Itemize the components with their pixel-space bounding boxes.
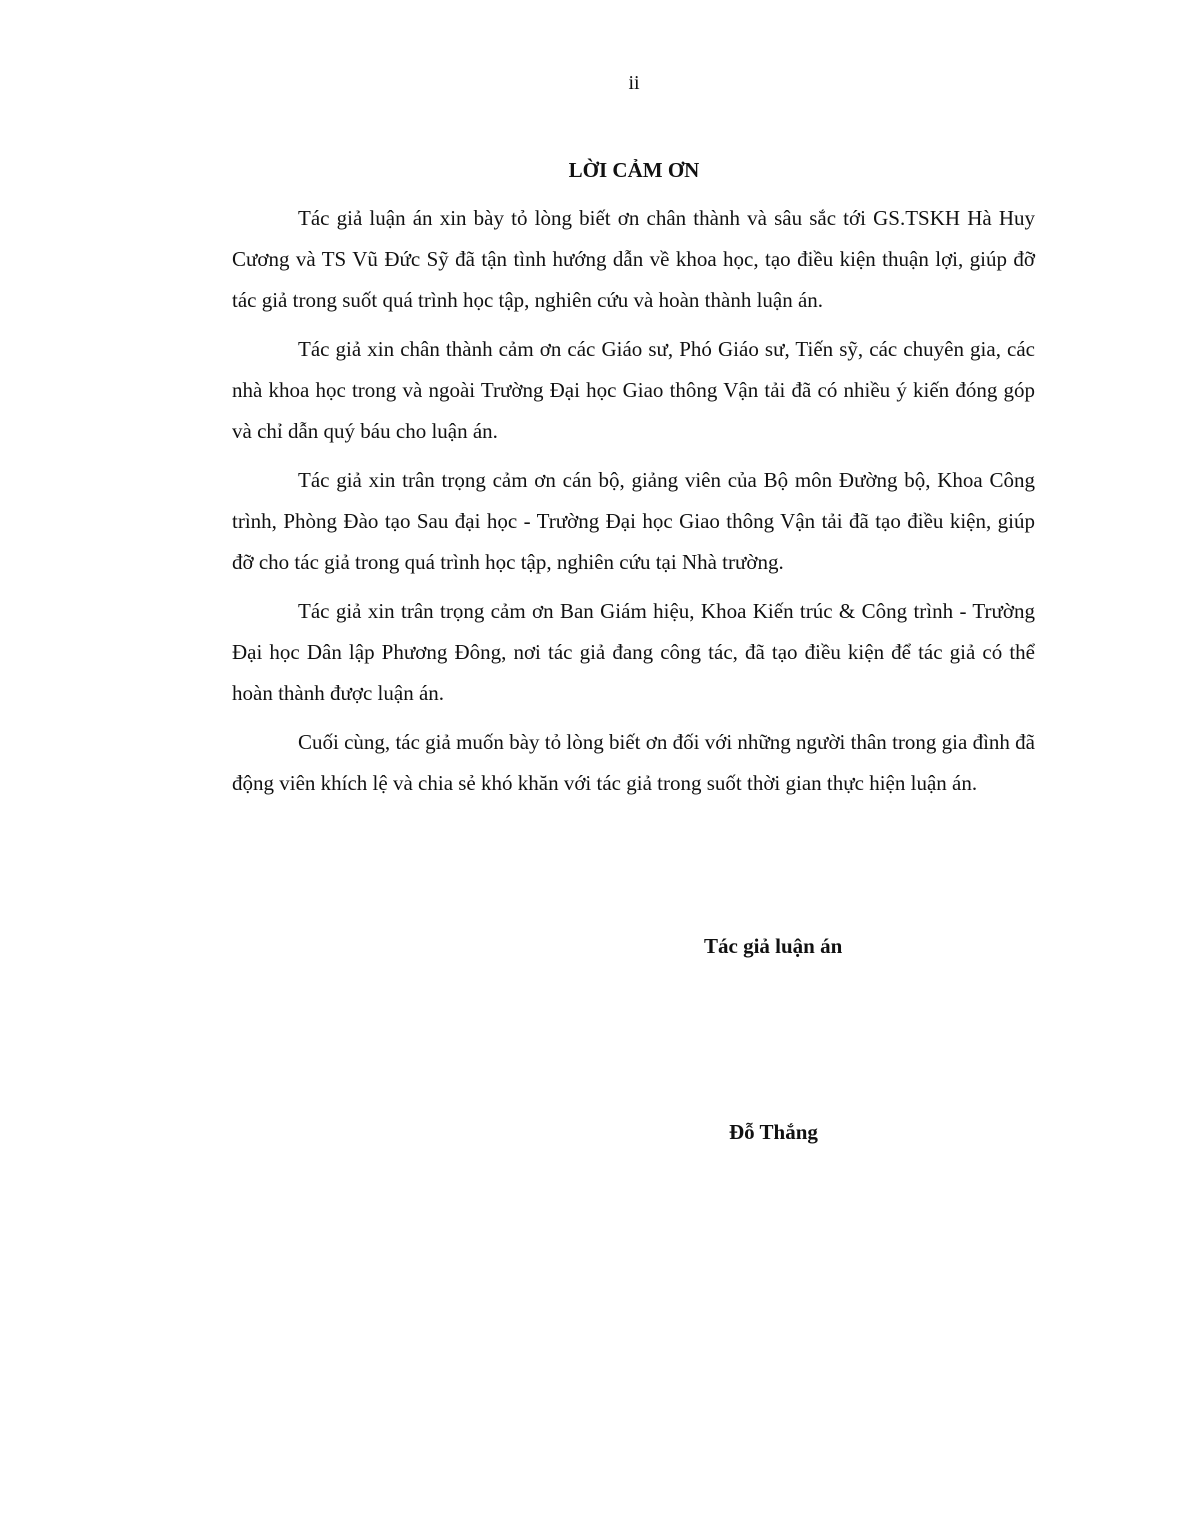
paragraph-family: Cuối cùng, tác giả muốn bày tỏ lòng biết ơn đối với những người thân trong gia đình đã động viên khích lệ và chia sẻ khó khăn với tác giả trong suốt thời gian thực hiện luận án. (232, 730, 1035, 795)
page-title: LỜI CẢM ƠN (568, 158, 700, 182)
paragraph-department: Tác giả xin trân trọng cảm ơn cán bộ, giảng viên của Bộ môn Đường bộ, Khoa Công trình, Phòng Đào tạo Sau đại học - Trường Đại học Giao thông Vận tải đã tạo điều kiện, giúp đỡ cho tác giả trong quá trình học tập, nghiên cứu tại Nhà trường. (232, 468, 1035, 574)
signature-title: Tác giả luận án (704, 934, 843, 958)
signature-name: Đỗ Thắng (729, 1120, 818, 1144)
page-number: ii (628, 72, 640, 94)
paragraph-professors: Tác giả xin chân thành cảm ơn các Giáo sư, Phó Giáo sư, Tiến sỹ, các chuyên gia, các nhà khoa học trong và ngoài Trường Đại học Giao thông Vận tải đã có nhiều ý kiến đóng góp và chỉ dẫn quý báu cho luận án. (232, 337, 1035, 443)
acknowledgement-body (232, 198, 1035, 812)
paragraph-advisors: Tác giả luận án xin bày tỏ lòng biết ơn chân thành và sâu sắc tới GS.TSKH Hà Huy Cương và TS Vũ Đức Sỹ đã tận tình hướng dẫn về khoa học, tạo điều kiện thuận lợi, giúp đỡ tác giả trong suốt quá trình học tập, nghiên cứu và hoàn thành luận án. (232, 206, 1035, 312)
paragraph-university: Tác giả xin trân trọng cảm ơn Ban Giám hiệu, Khoa Kiến trúc & Công trình - Trường Đại học Dân lập Phương Đông, nơi tác giả đang công tác, đã tạo điều kiện để tác giả có thể hoàn thành được luận án. (232, 599, 1035, 705)
